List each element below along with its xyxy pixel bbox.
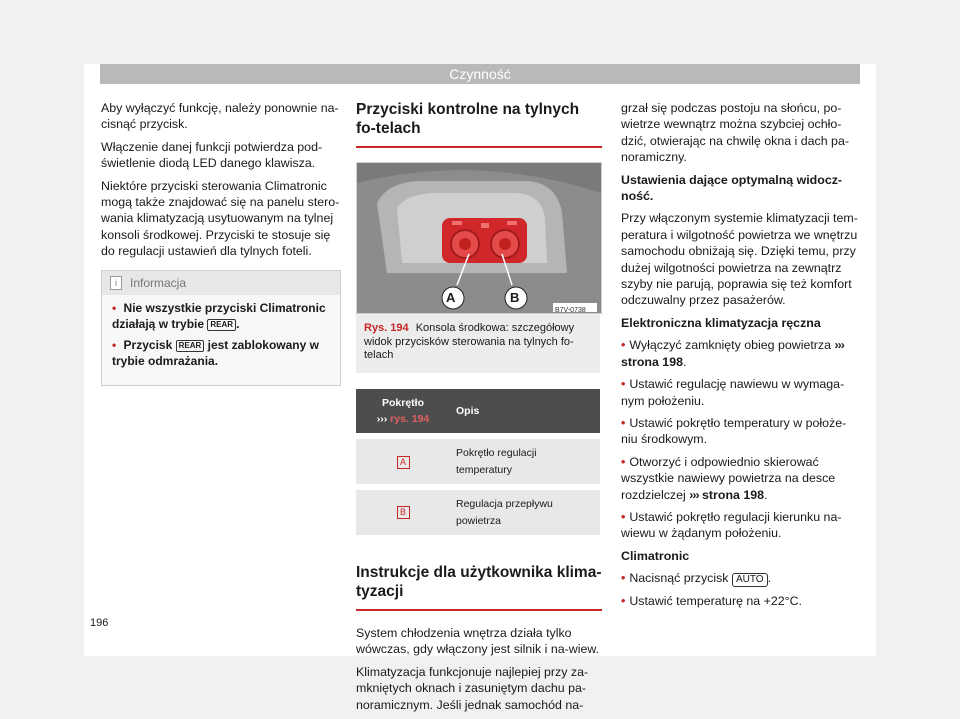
letter-badge: B — [397, 506, 410, 519]
column-middle — [356, 100, 602, 719]
bullet-icon: • — [621, 415, 626, 430]
bullet-text: Ustawić temperaturę na +22°C. — [629, 594, 802, 609]
paragraph: Niektóre przyciski sterowania Climatronic mogą także znajdować się na panelu stero-wania klimatyzacją usytuowanym na tylnej konsoli środkowej. Przyciski te stosuje się do regulacji ustawień dla tylnych foteli. — [101, 178, 340, 259]
subheading: Ustawienia dające optymalną widocz-ność. — [621, 172, 843, 204]
bullet-item — [621, 509, 861, 542]
table-row — [356, 487, 600, 535]
punctuation: . — [682, 354, 687, 369]
bullet-item — [621, 570, 861, 587]
info-list — [102, 295, 340, 385]
info-item — [112, 338, 332, 369]
table-row — [356, 436, 600, 487]
bullet-icon: • — [621, 338, 626, 353]
page-link[interactable]: strona 198 — [621, 354, 683, 369]
arrows-icon: ››› — [376, 412, 388, 425]
figure-label-b: B — [510, 290, 520, 305]
bullet-icon: • — [621, 594, 626, 609]
bullet-text: Nacisnąć przycisk — [629, 571, 729, 586]
header-title: Czynność — [449, 66, 511, 82]
bullet-icon: • — [112, 301, 117, 316]
bullet-item — [621, 376, 861, 409]
info-item-text: Nie wszystkie przyciski Climatronic działają w trybie — [112, 301, 326, 331]
header-ref-link[interactable]: rys. 194 — [390, 412, 430, 425]
bullet-icon: • — [621, 509, 626, 524]
bullet-text: Otworzyć i odpowiednio skierować wszystkie nawiewy powietrza na desce rozdzielczej — [621, 454, 836, 502]
info-item — [112, 301, 332, 332]
bullet-text: Ustawić pokrętło temperatury w położe-niu środkowym. — [621, 415, 847, 447]
table-cell-desc: Regulacja przepływu powietrza — [450, 487, 600, 535]
punctuation: . — [767, 571, 772, 586]
bullet-item — [621, 337, 861, 370]
bullet-icon: • — [621, 571, 626, 586]
figure-console-photo — [356, 162, 602, 314]
bullet-item — [621, 593, 861, 609]
paragraph: Klimatyzacja funkcjonuje najlepiej przy za-mkniętych oknach i zasuniętym dachu pa-noramicznym. Jeśli jednak samochód na- — [356, 664, 589, 712]
bullet-icon: • — [621, 377, 626, 392]
rear-key-icon: REAR — [176, 340, 205, 352]
caption-text: Konsola środkowa: szczegółowy widok przycisków sterowania na tylnych fo-telach — [364, 322, 575, 361]
page-header — [100, 64, 860, 84]
section-title: Przyciski kontrolne na tylnych fo-telach — [356, 100, 602, 148]
table-header-desc: Opis — [450, 389, 600, 437]
section-title: Instrukcje dla użytkownika klima-tyzacji — [356, 563, 602, 611]
auto-key-icon: AUTO — [732, 573, 768, 587]
bullet-item — [621, 454, 861, 503]
bullet-text: Ustawić regulację nawiewu w wymaga-nym położeniu. — [621, 377, 845, 408]
page-number: 196 — [90, 617, 109, 629]
info-item-text: jest zablokowany w trybie odmrażania. — [112, 338, 319, 368]
bullet-icon: • — [112, 338, 117, 353]
paragraph: System chłodzenia wnętrza działa tylko wówczas, gdy włączony jest silnik i na-wiew. — [356, 625, 600, 657]
table-header-knob — [356, 389, 450, 437]
table-header-row — [356, 389, 600, 437]
header-ref — [362, 411, 444, 427]
column-left — [101, 100, 341, 386]
bullet-text: Ustawić pokrętło regulacji kierunku na-wiewu w żądanym położeniu. — [621, 509, 842, 541]
arrows-icon: ››› — [689, 487, 699, 502]
info-icon: i — [110, 276, 122, 290]
table-cell-key — [356, 436, 450, 487]
subheading: Climatronic — [621, 548, 690, 563]
rear-key-icon: REAR — [207, 319, 236, 331]
bullet-text: Wyłączyć zamknięty obieg powietrza — [629, 338, 832, 353]
figure-label-a: A — [446, 290, 456, 305]
arrows-icon: ››› — [834, 338, 844, 353]
bullet-icon: • — [621, 454, 626, 469]
bullet-item — [621, 415, 861, 448]
info-box-title — [102, 271, 340, 295]
page-link[interactable]: strona 198 — [702, 487, 765, 502]
info-item-text: Przycisk — [123, 338, 173, 353]
console-illustration — [357, 163, 601, 313]
paragraph: Przy włączonym systemie klimatyzacji tem-peratura i wilgotność powietrza we wnętrzu samochodu obniżają się. Dzięki temu, przy dużej wilgotności powietrza na zewnątrz szyby nie parują, poprawia się też komfort odczuwalny przez pasażerów. — [621, 211, 858, 308]
figure-caption — [356, 314, 600, 373]
paragraph: grzał się podczas postoju na słońcu, po-wietrze wewnątrz można szybciej ochło-dzić, otwierając na chwilę okna i dach pa-noramiczny. — [621, 101, 849, 165]
subheading: Elektroniczna klimatyzacja ręczna — [621, 315, 821, 330]
punctuation: . — [236, 316, 240, 331]
table-cell-desc: Pokrętło regulacji temperatury — [450, 436, 600, 487]
column-right — [621, 100, 861, 616]
info-title-text: Informacja — [130, 275, 187, 290]
paragraph: Włączenie danej funkcji potwierdza pod-świetlenie diodą LED danego klawisza. — [101, 139, 323, 171]
figure-code: B7V-0738 — [555, 307, 586, 314]
header-text: Pokrętło — [381, 396, 424, 409]
info-box — [101, 270, 341, 386]
table-cell-key — [356, 487, 450, 535]
legend-table — [356, 389, 600, 535]
letter-badge: A — [397, 456, 410, 469]
figure-reference: Rys. 194 — [364, 322, 409, 334]
punctuation: . — [764, 487, 768, 502]
paragraph: Aby wyłączyć funkcję, należy ponownie na-cisnąć przycisk. — [101, 101, 339, 132]
